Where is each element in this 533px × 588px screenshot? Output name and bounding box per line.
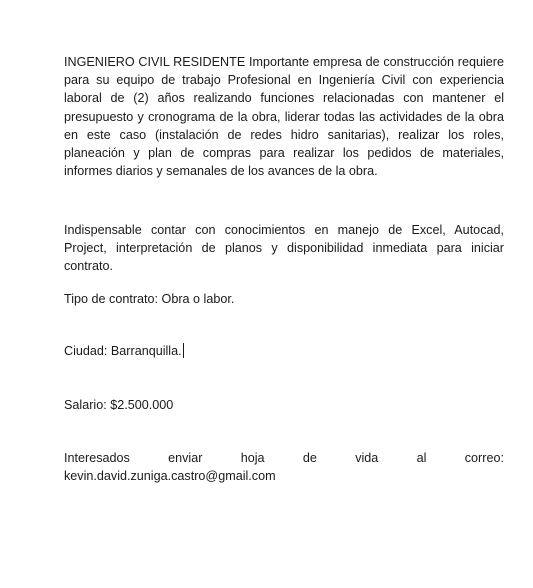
contact-word: al (416, 451, 427, 465)
city-text: Ciudad: Barranquilla. (64, 344, 182, 358)
contact-word: Interesados (64, 451, 130, 465)
contact-word: correo: (464, 451, 504, 465)
salary-line: Salario: $2.500.000 (64, 398, 174, 412)
text-cursor (183, 343, 184, 358)
contact-email: kevin.david.zuniga.castro@gmail.com (64, 469, 276, 484)
contact-paragraph (64, 449, 504, 485)
city-line (64, 342, 504, 360)
contact-word: vida (355, 451, 379, 465)
job-description-paragraph: INGENIERO CIVIL RESIDENTE Importante empresa de construcción requiere para su equipo de trabajo Profesional en Ingeniería Civil con experiencia laboral de (2) años realizando funciones relacionadas con mantener el presupuesto y cronograma de la obra, liderar todas las actividades de la obra en este caso (instalación de redes hidro sanitarias), realizar los roles, planeación y plan de compras para realizar los pedidos de materiales, informes diarios y semanales de los avances de la obra. (64, 55, 504, 179)
requirements-paragraph: Indispensable contar con conocimientos en manejo de Excel, Autocad, Project, interpretación de planos y disponibilidad inmediata para iniciar contrato. (64, 223, 504, 274)
contract-type-line: Tipo de contrato: Obra o labor. (64, 292, 235, 306)
contact-word: enviar (168, 451, 203, 465)
contact-word: de (302, 451, 317, 465)
contact-word: hoja (240, 451, 265, 465)
contact-instruction-line (64, 449, 504, 467)
